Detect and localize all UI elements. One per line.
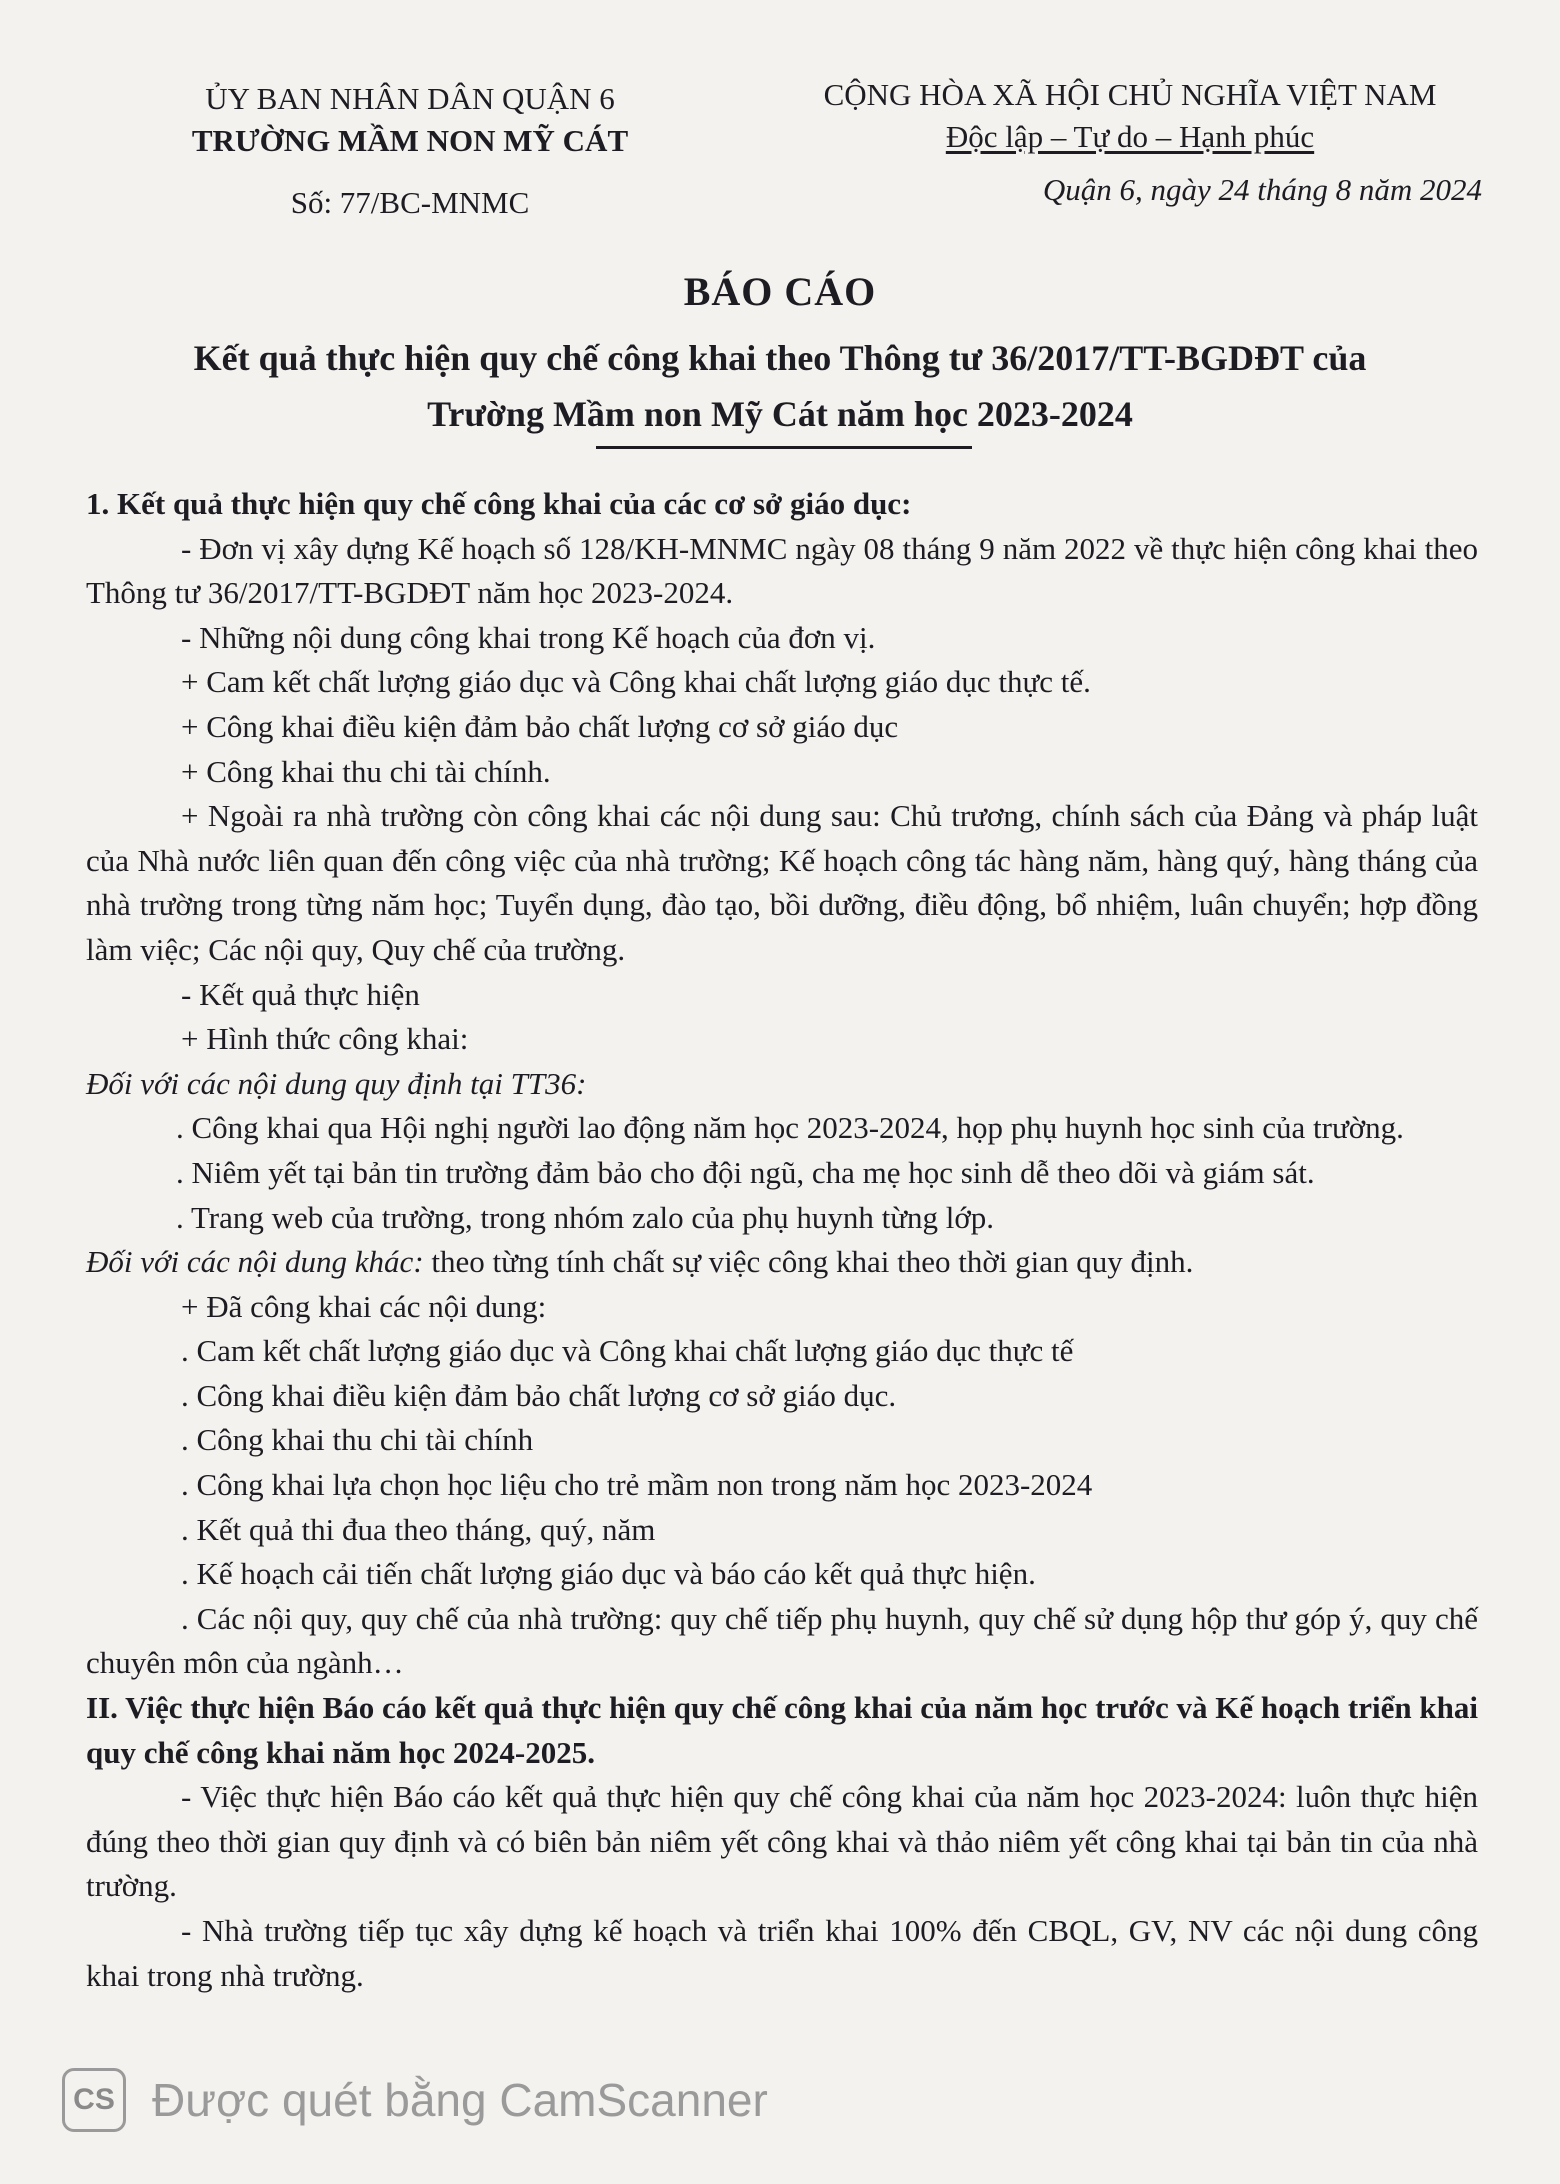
issuing-authority	[160, 78, 660, 224]
list-item: . Cam kết chất lượng giáo dục và Công khai chất lượng giáo dục thực tế	[181, 1333, 1074, 1369]
paragraph: + Ngoài ra nhà trường còn công khai các nội dung sau: Chủ trương, chính sách của Đảng và pháp luật của Nhà nước liên quan đến công việc của nhà trường; Kế hoạch công tác hàng năm, hàng quý, hàng tháng của nhà trường trong từng năm học; Tuyển dụng, đào tạo, bồi dưỡng, điều động, bổ nhiệm, luân chuyển; hợp đồng làm việc; Các nội quy, Quy chế của trường.	[86, 798, 1478, 967]
document-number: Số: 77/BC-MNMC	[290, 185, 530, 220]
document-body	[86, 482, 1478, 1998]
document-date: Quận 6, ngày 24 tháng 8 năm 2024	[1042, 172, 1482, 207]
paragraph: - Kết quả thực hiện	[181, 976, 420, 1012]
camscanner-logo-icon: CS	[62, 2068, 126, 2132]
section-2-heading: II. Việc thực hiện Báo cáo kết quả thực hiện quy chế công khai của năm học trước và Kế hoạch triển khai quy chế công khai năm học 2024-2025.	[86, 1690, 1478, 1770]
paragraph: - Những nội dung công khai trong Kế hoạch của đơn vị.	[181, 619, 876, 655]
document-title: BÁO CÁO	[683, 269, 877, 314]
list-item: . Công khai lựa chọn học liệu cho trẻ mầm non trong năm học 2023-2024	[181, 1467, 1093, 1503]
title-divider	[596, 446, 972, 449]
authority-name: ỦY BAN NHÂN DÂN QUẬN 6	[205, 81, 615, 116]
paragraph: . Công khai qua Hội nghị người lao động năm học 2023-2024, họp phụ huynh học sinh của trường.	[176, 1110, 1404, 1146]
other-content-label: Đối với các nội dung khác:	[86, 1244, 424, 1280]
paragraph: + Công khai thu chi tài chính.	[181, 753, 551, 789]
watermark-text: Được quét bằng CamScanner	[152, 2074, 768, 2126]
section-1-heading: 1. Kết quả thực hiện quy chế công khai của các cơ sở giáo dục:	[86, 486, 912, 521]
school-name: TRƯỜNG MẦM NON MỸ CÁT	[191, 123, 629, 158]
subtitle-line-1: Kết quả thực hiện quy chế công khai theo Thông tư 36/2017/TT-BGDĐT của	[193, 338, 1367, 378]
paragraph: - Đơn vị xây dựng Kế hoạch số 128/KH-MNMC ngày 08 tháng 9 năm 2022 về thực hiện công khai theo Thông tư 36/2017/TT-BGDĐT năm học 2023-2024.	[86, 530, 1478, 611]
national-title: CỘNG HÒA XÃ HỘI CHỦ NGHĨA VIỆT NAM	[823, 77, 1437, 112]
national-header	[790, 74, 1470, 158]
paragraph: + Cam kết chất lượng giáo dục và Công khai chất lượng giáo dục thực tế.	[181, 664, 1091, 700]
list-item: . Kế hoạch cải tiến chất lượng giáo dục và báo cáo kết quả thực hiện.	[181, 1556, 1036, 1592]
subtitle-line-2: Trường Mầm non Mỹ Cát năm học 2023-2024	[427, 394, 1133, 434]
scanner-watermark	[62, 2068, 768, 2132]
list-item: . Công khai điều kiện đảm bảo chất lượng cơ sở giáo dục.	[181, 1377, 897, 1413]
other-content-line	[86, 1240, 1478, 1285]
national-motto: Độc lập – Tự do – Hạnh phúc	[945, 119, 1315, 154]
paragraph: - Nhà trường tiếp tục xây dựng kế hoạch và triển khai 100% đến CBQL, GV, NV các nội dung công khai trong nhà trường.	[86, 1913, 1478, 1993]
document-subtitle	[60, 330, 1500, 442]
paragraph: . Trang web của trường, trong nhóm zalo của phụ huynh từng lớp.	[176, 1199, 995, 1235]
other-content-text: theo từng tính chất sự việc công khai theo thời gian quy định.	[423, 1244, 1194, 1280]
tt36-label: Đối với các nội dung quy định tại TT36:	[86, 1065, 587, 1101]
paragraph: . Niêm yết tại bản tin trường đảm bảo cho đội ngũ, cha mẹ học sinh dễ theo dõi và giám sát.	[176, 1154, 1315, 1190]
paragraph: + Đã công khai các nội dung:	[181, 1288, 547, 1324]
list-item: . Công khai thu chi tài chính	[181, 1422, 534, 1458]
list-item: . Các nội quy, quy chế của nhà trường: quy chế tiếp phụ huynh, quy chế sử dụng hộp thư góp ý, quy chế chuyên môn của ngành…	[86, 1600, 1478, 1681]
paragraph: - Việc thực hiện Báo cáo kết quả thực hiện quy chế công khai của năm học 2023-2024: luôn thực hiện đúng theo thời gian quy định và có biên bản niêm yết công khai và thảo niêm yết công khai tại bản tin của nhà trường.	[86, 1779, 1478, 1904]
paragraph: + Hình thức công khai:	[181, 1021, 469, 1057]
paragraph: + Công khai điều kiện đảm bảo chất lượng cơ sở giáo dục	[181, 708, 899, 744]
list-item: . Kết quả thi đua theo tháng, quý, năm	[181, 1511, 656, 1547]
